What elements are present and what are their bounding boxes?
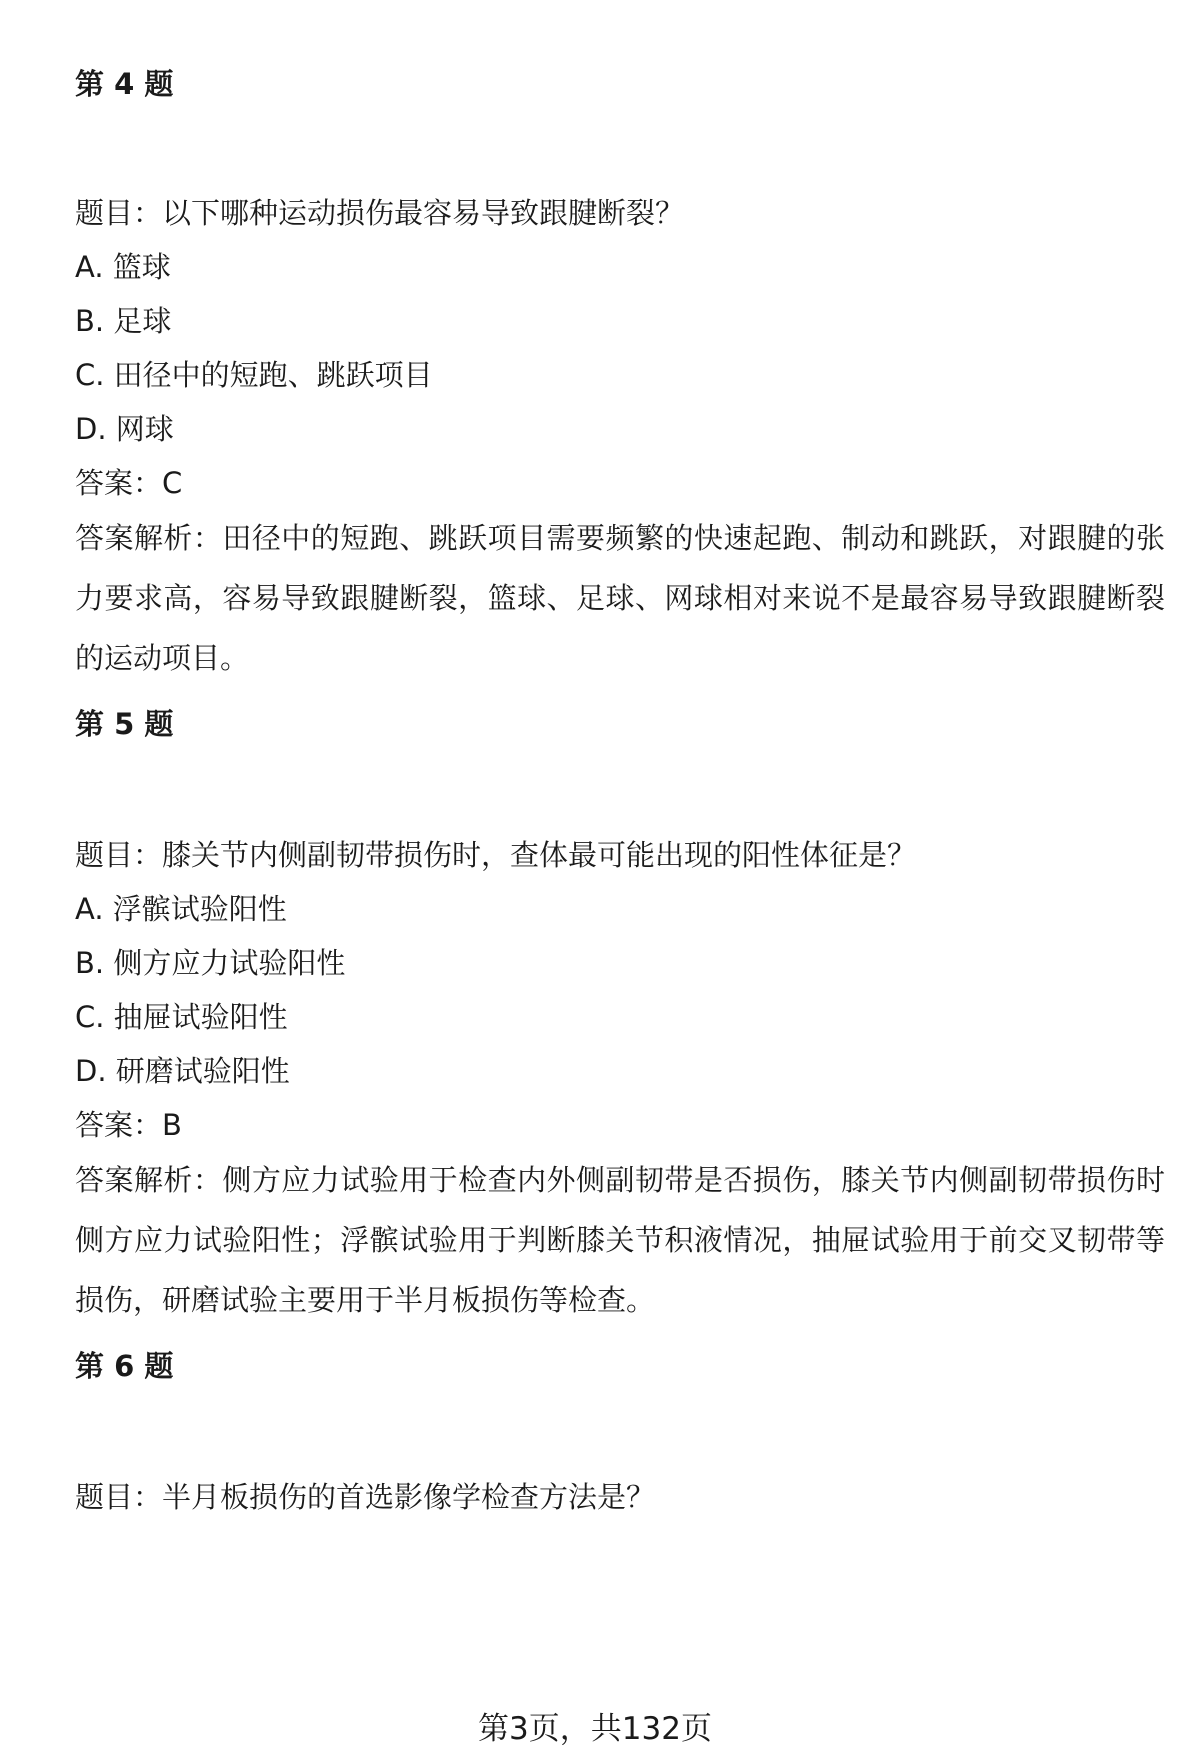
question-text: 题目：半月板损伤的首选影像学检查方法是？ <box>75 1480 656 1514</box>
question-text: 题目：膝关节内侧副韧带损伤时，查体最可能出现的阳性体征是？ <box>75 838 917 872</box>
option-a: A. 篮球 <box>75 250 171 284</box>
question-text: 题目：以下哪种运动损伤最容易导致跟腱断裂？ <box>75 196 685 230</box>
answer-analysis: 答案解析：田径中的短跑、跳跃项目需要频繁的快速起跑、制动和跳跃，对跟腱的张力要求高，容易导致跟腱断裂，篮球、足球、网球相对来说不是最容易导致跟腱断裂的运动项目。 <box>75 521 1165 675</box>
option-c: C. 田径中的短跑、跳跃项目 <box>75 358 433 392</box>
option-b: B. 足球 <box>75 304 172 338</box>
option-d: D. 网球 <box>75 412 174 446</box>
option-d: D. 研磨试验阳性 <box>75 1054 290 1088</box>
option-c: C. 抽屉试验阳性 <box>75 1000 288 1034</box>
question-heading: 第 5 题 <box>75 707 174 741</box>
answer: 答案：B <box>75 1108 182 1142</box>
question-heading: 第 4 题 <box>75 67 174 101</box>
page-number-footer: 第3页，共132页 <box>478 1711 712 1747</box>
answer-analysis: 答案解析：侧方应力试验用于检查内外侧副韧带是否损伤，膝关节内侧副韧带损伤时侧方应力试验阳性；浮髌试验用于判断膝关节积液情况，抽屉试验用于前交叉韧带等损伤，研磨试验主要用于半月板损伤等检查。 <box>75 1163 1165 1317</box>
option-a: A. 浮髌试验阳性 <box>75 892 287 926</box>
question-heading: 第 6 题 <box>75 1349 174 1383</box>
answer: 答案：C <box>75 466 183 500</box>
option-b: B. 侧方应力试验阳性 <box>75 946 346 980</box>
